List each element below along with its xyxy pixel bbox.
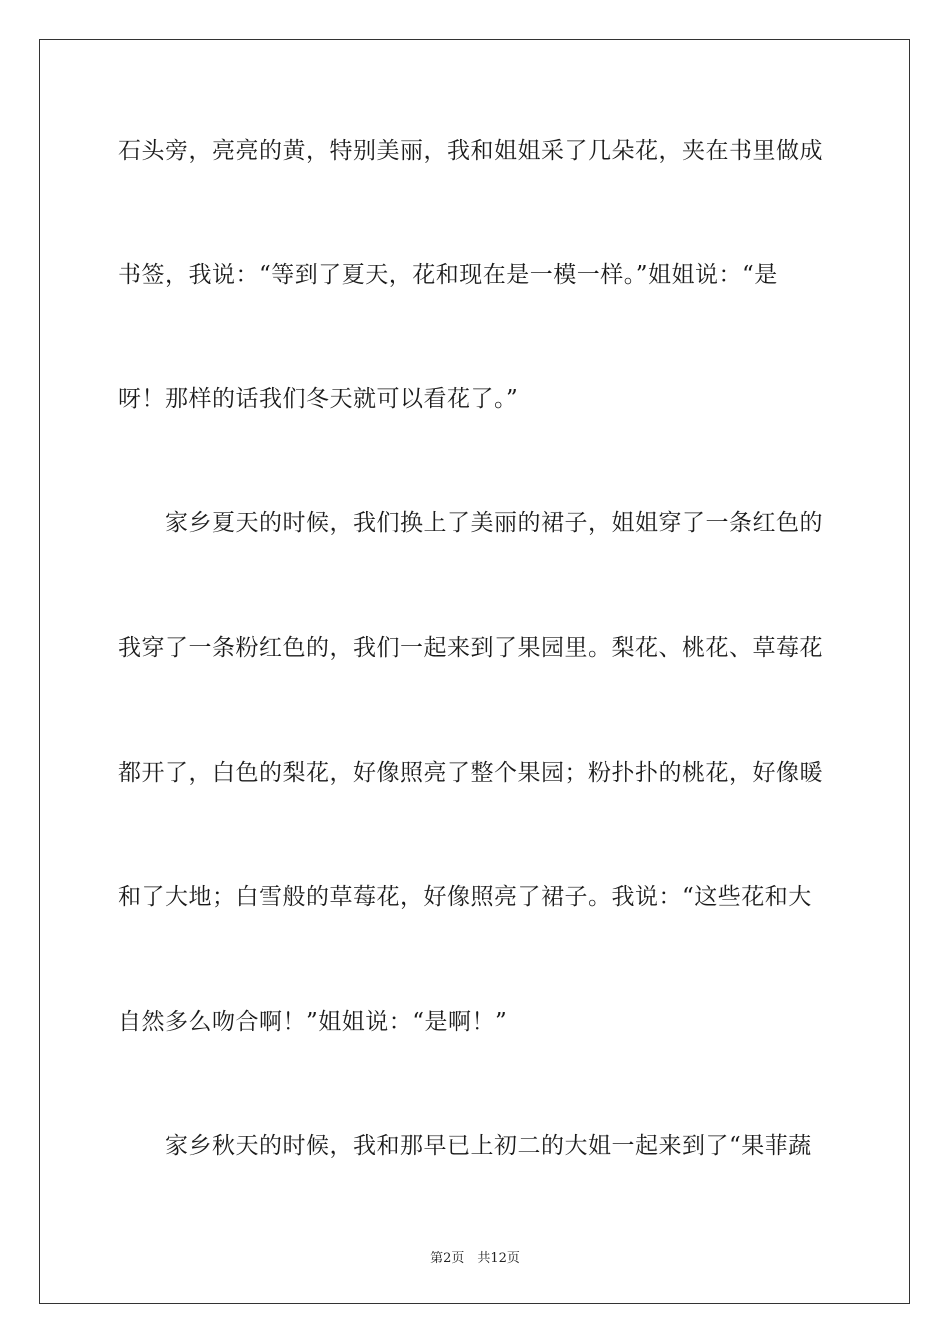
text-line: 家乡秋天的时候，我和那早已上初二的大姐一起来到了“果菲蔬 bbox=[118, 1133, 812, 1159]
text-line: 书签，我说：“等到了夏天，花和现在是一模一样。”姐姐说：“是 bbox=[118, 262, 778, 288]
text-line: 自然多么吻合啊！”姐姐说：“是啊！” bbox=[118, 1009, 508, 1035]
text-line: 家乡夏天的时候，我们换上了美丽的裙子，姐姐穿了一条红色的 bbox=[118, 510, 823, 536]
page-number-footer: 第2页 共12页 bbox=[430, 1251, 520, 1266]
text-line: 石头旁，亮亮的黄，特别美丽，我和姐姐采了几朵花，夹在书里做成 bbox=[118, 138, 823, 164]
page-border bbox=[39, 39, 910, 1304]
text-line: 我穿了一条粉红色的，我们一起来到了果园里。梨花、桃花、草莓花 bbox=[118, 635, 823, 661]
text-line: 呀！那样的话我们冬天就可以看花了。” bbox=[118, 386, 519, 412]
text-line: 都开了，白色的梨花，好像照亮了整个果园；粉扑扑的桃花，好像暖 bbox=[118, 760, 823, 786]
text-line: 和了大地；白雪般的草莓花，好像照亮了裙子。我说：“这些花和大 bbox=[118, 884, 812, 910]
